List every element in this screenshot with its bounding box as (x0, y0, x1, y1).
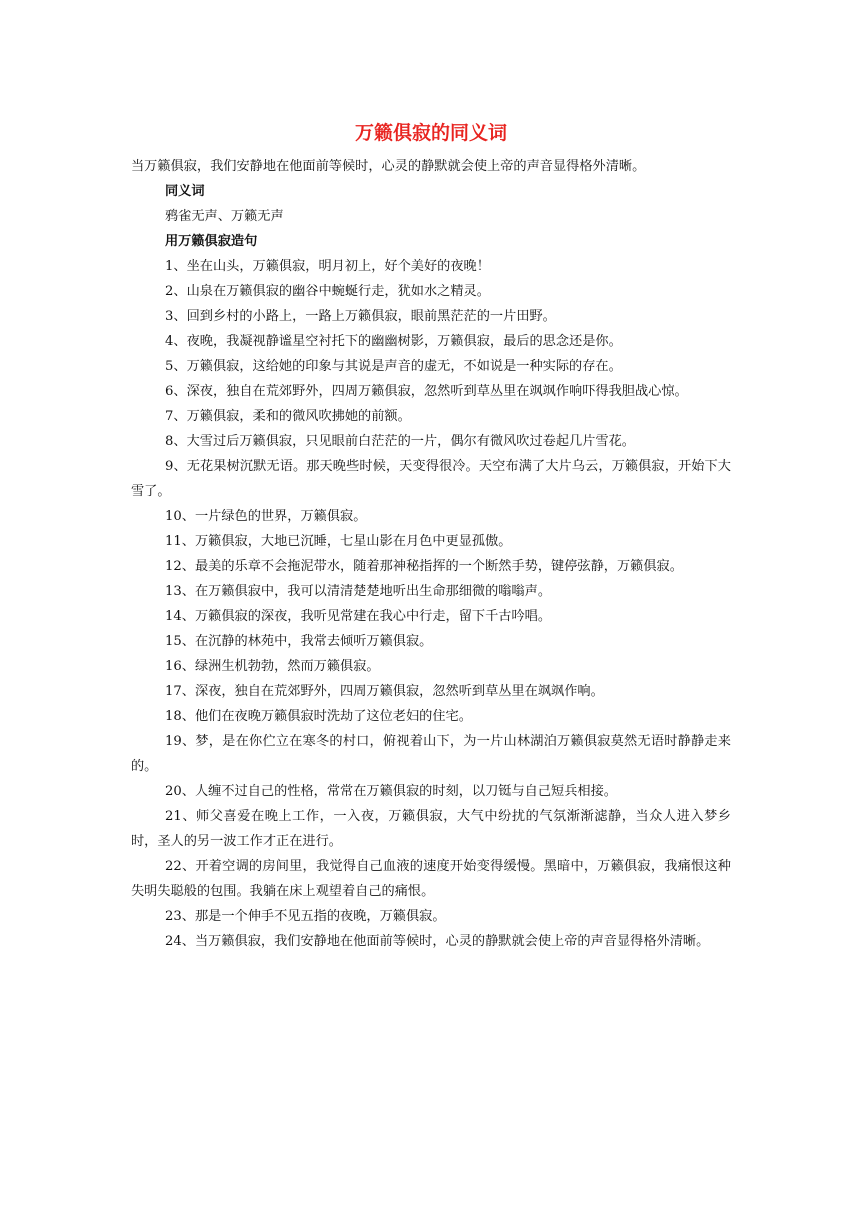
sentence-item: 19、梦，是在你伫立在寒冬的村口，俯视着山下，为一片山林湖泊万籁俱寂莫然无语时静静走来的。 (131, 734, 731, 774)
sentence-item: 6、深夜，独自在荒郊野外，四周万籁俱寂，忽然听到草丛里在飒飒作响吓得我胆战心惊。 (165, 384, 688, 399)
sentence-item: 11、万籁俱寂，大地已沉睡，七星山影在月色中更显孤傲。 (165, 534, 512, 549)
sentence-item: 4、夜晚，我凝视静谧星空衬托下的幽幽树影，万籁俱寂，最后的思念还是你。 (165, 334, 622, 349)
sentence-item: 23、那是一个伸手不见五指的夜晚，万籁俱寂。 (165, 909, 446, 924)
sentence-item: 24、当万籁俱寂，我们安静地在他面前等候时，心灵的静默就会使上帝的声音显得格外清晰。 (165, 934, 710, 949)
sentence-item: 9、无花果树沉默无语。那天晚些时候，天变得很冷。天空布满了大片乌云，万籁俱寂，开始下大雪了。 (131, 459, 731, 499)
sentence-item: 18、他们在夜晚万籁俱寂时洗劫了这位老妇的住宅。 (165, 709, 472, 724)
document-page (131, 118, 731, 954)
sentence-item: 15、在沉静的林苑中，我常去倾听万籁俱寂。 (165, 634, 433, 649)
document-title: 万籁俱寂的同义词 (354, 122, 507, 144)
sentence-item: 10、一片绿色的世界，万籁俱寂。 (165, 509, 367, 524)
sentence-item: 17、深夜，独自在荒郊野外，四周万籁俱寂，忽然听到草丛里在飒飒作响。 (165, 684, 604, 699)
sentence-item: 8、大雪过后万籁俱寂，只见眼前白茫茫的一片，偶尔有微风吹过卷起几片雪花。 (165, 434, 635, 449)
sentence-item: 14、万籁俱寂的深夜，我听见常建在我心中行走，留下千古吟唱。 (165, 609, 552, 624)
sentence-item: 20、人缠不过自己的性格，常常在万籁俱寂的时刻，以刀铤与自己短兵相接。 (165, 784, 617, 799)
sentence-item: 2、山泉在万籁俱寂的幽谷中蜿蜒行走，犹如水之精灵。 (165, 284, 490, 299)
sentences-heading: 用万籁俱寂造句 (165, 234, 258, 249)
sentence-item: 22、开着空调的房间里，我觉得自己血液的速度开始变得缓慢。黑暗中，万籁俱寂，我痛恨这种失明失聪般的包围。我躺在床上观望着自己的痛恨。 (131, 859, 731, 899)
sentence-list (131, 254, 731, 954)
sentence-item: 7、万籁俱寂，柔和的微风吹拂她的前额。 (165, 409, 411, 424)
synonyms-heading: 同义词 (165, 184, 205, 199)
sentence-item: 3、回到乡村的小路上，一路上万籁俱寂，眼前黑茫茫的一片田野。 (165, 309, 556, 324)
sentence-item: 12、最美的乐章不会拖泥带水，随着那神秘指挥的一个断然手势，键停弦静，万籁俱寂。 (165, 559, 683, 574)
sentence-item: 5、万籁俱寂，这给她的印象与其说是声音的虚无，不如说是一种实际的存在。 (165, 359, 622, 374)
synonyms-text: 鸦雀无声、万籁无声 (165, 209, 284, 224)
intro-paragraph: 当万籁俱寂，我们安静地在他面前等候时，心灵的静默就会使上帝的声音显得格外清晰。 (131, 159, 646, 174)
sentence-item: 16、绿洲生机勃勃，然而万籁俱寂。 (165, 659, 380, 674)
sentence-item: 1、坐在山头，万籁俱寂，明月初上，好个美好的夜晚！ (165, 259, 490, 274)
sentence-item: 13、在万籁俱寂中，我可以清清楚楚地听出生命那细微的嗡嗡声。 (165, 584, 552, 599)
sentence-item: 21、师父喜爱在晚上工作，一入夜，万籁俱寂，大气中纷扰的气氛渐渐滤静，当众人进入梦乡时，圣人的另一波工作才正在进行。 (131, 809, 731, 849)
